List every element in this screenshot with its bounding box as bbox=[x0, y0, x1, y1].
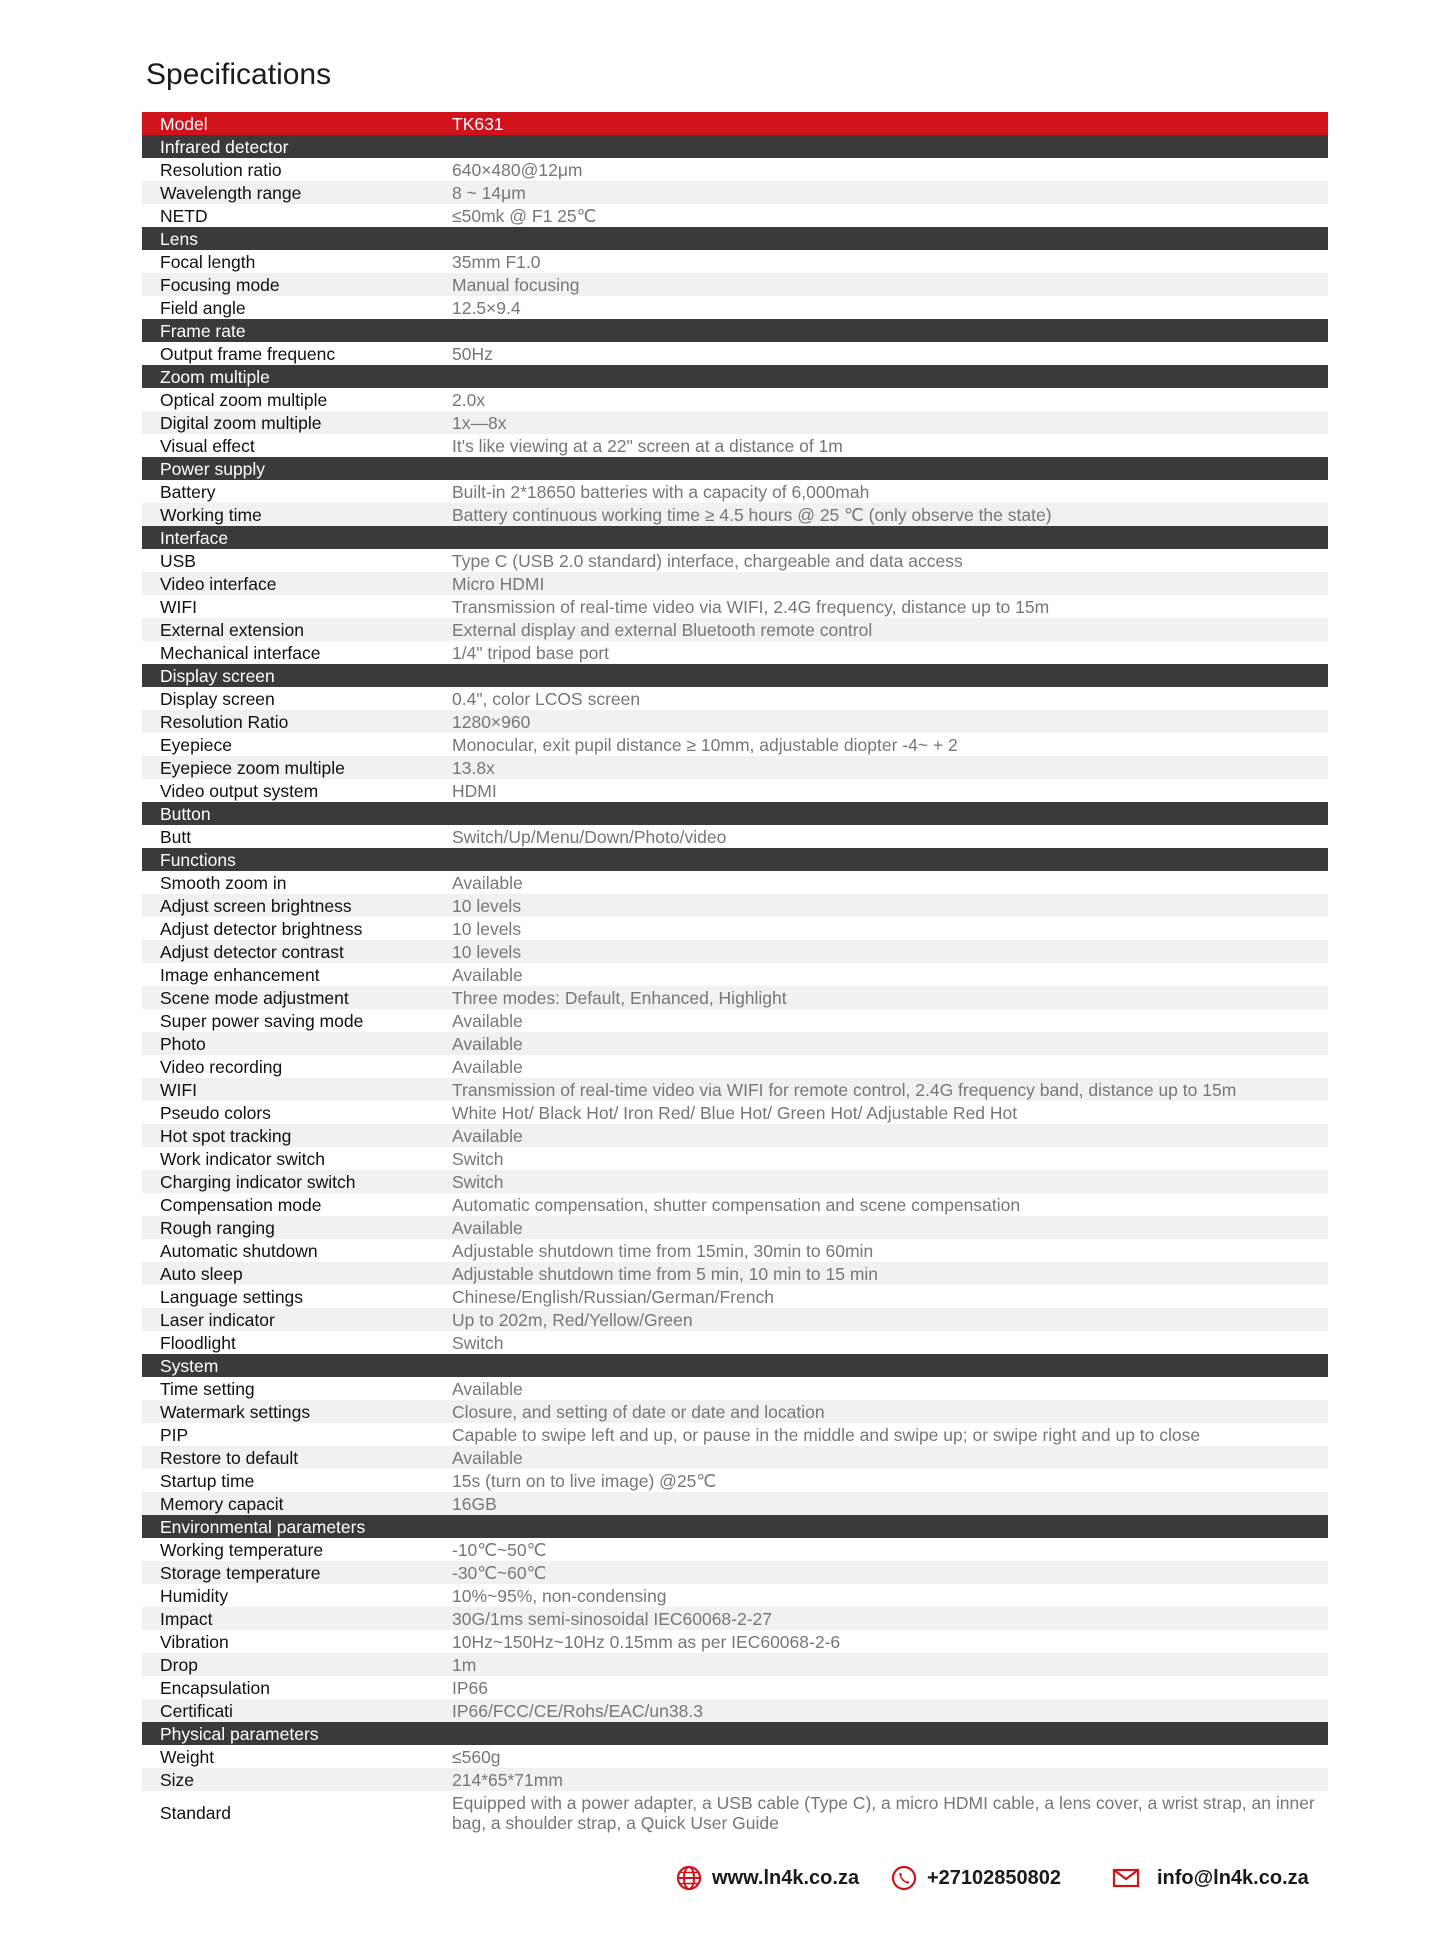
spec-label: Humidity bbox=[160, 1585, 229, 1606]
spec-row bbox=[142, 917, 1328, 940]
spec-value: Three modes: Default, Enhanced, Highlight bbox=[452, 987, 787, 1008]
spec-row bbox=[142, 503, 1328, 526]
spec-label: Floodlight bbox=[160, 1332, 236, 1353]
spec-label: Digital zoom multiple bbox=[160, 412, 322, 433]
section-title: Zoom multiple bbox=[160, 366, 270, 387]
spec-value: Switch bbox=[452, 1171, 504, 1192]
spec-row bbox=[142, 1331, 1328, 1354]
spec-label: Work indicator switch bbox=[160, 1148, 326, 1169]
email-text: info@ln4k.co.za bbox=[1157, 1866, 1309, 1889]
spec-row bbox=[142, 756, 1328, 779]
spec-value: Type C (USB 2.0 standard) interface, chargeable and data access bbox=[452, 550, 963, 571]
spec-label: Scene mode adjustment bbox=[160, 987, 349, 1008]
spec-row bbox=[142, 1469, 1328, 1492]
spec-value: Switch bbox=[452, 1332, 504, 1353]
spec-label: Working time bbox=[160, 504, 262, 525]
spec-value: 13.8x bbox=[452, 757, 495, 778]
spec-row bbox=[142, 1262, 1328, 1285]
spec-row bbox=[142, 1630, 1328, 1653]
spec-label: Wavelength range bbox=[160, 182, 302, 203]
spec-row bbox=[142, 342, 1328, 365]
spec-label: Battery bbox=[160, 481, 216, 502]
spec-value: Equipped with a power adapter, a USB cable (Type C), a micro HDMI cable, a lens cover, a wrist strap, an inner bag, a shoulder strap, a Quick User Guide bbox=[452, 1793, 1315, 1833]
section-title: Functions bbox=[160, 849, 236, 870]
spec-label: Visual effect bbox=[160, 435, 255, 456]
spec-value: 10 levels bbox=[452, 941, 522, 962]
spec-row bbox=[142, 1492, 1328, 1515]
spec-row bbox=[142, 1009, 1328, 1032]
section-header-row bbox=[142, 664, 1328, 687]
spec-label: External extension bbox=[160, 619, 304, 640]
spec-value: 1x—8x bbox=[452, 412, 507, 433]
section-header-row bbox=[142, 319, 1328, 342]
spec-label: Watermark settings bbox=[160, 1401, 311, 1422]
spec-label: Charging indicator switch bbox=[160, 1171, 356, 1192]
spec-table bbox=[142, 112, 1328, 1835]
spec-value: 10 levels bbox=[452, 895, 522, 916]
spec-value: Available bbox=[452, 1378, 523, 1399]
spec-value: ≤50mk @ F1 25℃ bbox=[452, 205, 597, 226]
spec-row bbox=[142, 1584, 1328, 1607]
spec-value: 8 ~ 14μm bbox=[452, 182, 526, 203]
spec-label: Focusing mode bbox=[160, 274, 280, 295]
spec-label: Drop bbox=[160, 1654, 198, 1675]
spec-value: 12.5×9.4 bbox=[452, 297, 521, 318]
spec-value: 16GB bbox=[452, 1493, 497, 1514]
spec-label: WIFI bbox=[160, 1079, 197, 1100]
spec-value: External display and external Bluetooth remote control bbox=[452, 619, 873, 640]
section-title: Power supply bbox=[160, 458, 266, 479]
spec-value: Transmission of real-time video via WIFI for remote control, 2.4G frequency band, distance up to 15m bbox=[452, 1079, 1237, 1100]
spec-row bbox=[142, 1101, 1328, 1124]
spec-label: Pseudo colors bbox=[160, 1102, 271, 1123]
spec-row bbox=[142, 1078, 1328, 1101]
spec-row bbox=[142, 1308, 1328, 1331]
spec-label: Photo bbox=[160, 1033, 206, 1054]
spec-row bbox=[142, 1446, 1328, 1469]
section-header-row bbox=[142, 365, 1328, 388]
spec-label: Optical zoom multiple bbox=[160, 389, 328, 410]
spec-value: -10℃~50℃ bbox=[452, 1539, 547, 1560]
section-title: Display screen bbox=[160, 665, 275, 686]
spec-value: HDMI bbox=[452, 780, 497, 801]
spec-value: 640×480@12μm bbox=[452, 159, 583, 180]
section-title: Frame rate bbox=[160, 320, 246, 341]
spec-row bbox=[142, 940, 1328, 963]
section-title: System bbox=[160, 1355, 219, 1376]
spec-row bbox=[142, 204, 1328, 227]
spec-row bbox=[142, 480, 1328, 503]
spec-row bbox=[142, 549, 1328, 572]
page-title: Specifications bbox=[146, 58, 332, 91]
spec-value: IP66 bbox=[452, 1677, 488, 1698]
spec-value: Capable to swipe left and up, or pause in the middle and swipe up; or swipe right and up to close bbox=[452, 1424, 1201, 1445]
spec-value: Available bbox=[452, 1033, 523, 1054]
spec-row bbox=[142, 1699, 1328, 1722]
section-header-row bbox=[142, 526, 1328, 549]
spec-value: Adjustable shutdown time from 15min, 30min to 60min bbox=[452, 1240, 874, 1261]
spec-label: Language settings bbox=[160, 1286, 304, 1307]
spec-label: Focal length bbox=[160, 251, 256, 272]
section-header-row bbox=[142, 1722, 1328, 1745]
spec-value: Manual focusing bbox=[452, 274, 580, 295]
section-header-row bbox=[142, 848, 1328, 871]
spec-value: 35mm F1.0 bbox=[452, 251, 541, 272]
spec-row bbox=[142, 1607, 1328, 1630]
spec-row bbox=[142, 1768, 1328, 1791]
spec-label: Size bbox=[160, 1769, 195, 1790]
spec-value: Transmission of real-time video via WIFI, 2.4G frequency, distance up to 15m bbox=[452, 596, 1050, 617]
spec-row bbox=[142, 779, 1328, 802]
spec-row bbox=[142, 871, 1328, 894]
spec-value: 10%~95%, non-condensing bbox=[452, 1585, 667, 1606]
spec-label: Certificati bbox=[160, 1700, 233, 1721]
spec-label: Compensation mode bbox=[160, 1194, 322, 1215]
spec-row bbox=[142, 1791, 1328, 1835]
spec-value: -30℃~60℃ bbox=[452, 1562, 547, 1583]
spec-row bbox=[142, 1239, 1328, 1262]
spec-row bbox=[142, 388, 1328, 411]
spec-label: Display screen bbox=[160, 688, 275, 709]
section-title: Physical parameters bbox=[160, 1723, 319, 1744]
spec-label: Eyepiece bbox=[160, 734, 232, 755]
spec-row bbox=[142, 1423, 1328, 1446]
spec-value: Up to 202m, Red/Yellow/Green bbox=[452, 1309, 693, 1330]
spec-label: PIP bbox=[160, 1424, 189, 1445]
spec-value: 1/4" tripod base port bbox=[452, 642, 610, 663]
spec-label: Eyepiece zoom multiple bbox=[160, 757, 345, 778]
footer bbox=[0, 1865, 1445, 1899]
spec-value: Available bbox=[452, 1125, 523, 1146]
spec-label: Weight bbox=[160, 1746, 215, 1767]
spec-row bbox=[142, 1147, 1328, 1170]
spec-row bbox=[142, 963, 1328, 986]
table-header-row bbox=[142, 112, 1328, 135]
spec-row bbox=[142, 1124, 1328, 1147]
phone-icon bbox=[891, 1865, 917, 1891]
spec-value: Switch bbox=[452, 1148, 504, 1169]
spec-row bbox=[142, 1676, 1328, 1699]
spec-row bbox=[142, 687, 1328, 710]
section-header-row bbox=[142, 227, 1328, 250]
section-title: Infrared detector bbox=[160, 136, 289, 157]
spec-row bbox=[142, 733, 1328, 756]
spec-label: Mechanical interface bbox=[160, 642, 321, 663]
spec-row bbox=[142, 273, 1328, 296]
spec-value: 15s (turn on to live image) @25℃ bbox=[452, 1470, 717, 1491]
spec-value: Automatic compensation, shutter compensation and scene compensation bbox=[452, 1194, 1021, 1215]
spec-label: Adjust detector brightness bbox=[160, 918, 363, 939]
spec-value: Available bbox=[452, 1447, 523, 1468]
spec-value: 10Hz~150Hz~10Hz 0.15mm as per IEC60068-2-6 bbox=[452, 1631, 841, 1652]
spec-label: Adjust detector contrast bbox=[160, 941, 344, 962]
spec-row bbox=[142, 595, 1328, 618]
spec-label: Impact bbox=[160, 1608, 213, 1629]
spec-label: Vibration bbox=[160, 1631, 229, 1652]
spec-value: Built-in 2*18650 batteries with a capacity of 6,000mah bbox=[452, 481, 870, 502]
spec-label: Adjust screen brightness bbox=[160, 895, 352, 916]
spec-label: Video recording bbox=[160, 1056, 283, 1077]
spec-label: Video output system bbox=[160, 780, 319, 801]
spec-value: 1280×960 bbox=[452, 711, 531, 732]
spec-value: Monocular, exit pupil distance ≥ 10mm, adjustable diopter -4~ + 2 bbox=[452, 734, 958, 755]
spec-row bbox=[142, 894, 1328, 917]
spec-label: WIFI bbox=[160, 596, 197, 617]
spec-label: Restore to default bbox=[160, 1447, 299, 1468]
spec-label: Output frame frequenc bbox=[160, 343, 336, 364]
spec-value: Adjustable shutdown time from 5 min, 10 min to 15 min bbox=[452, 1263, 879, 1284]
spec-value: 0.4", color LCOS screen bbox=[452, 688, 641, 709]
footer-phone[interactable] bbox=[891, 1865, 1061, 1891]
spec-value: 2.0x bbox=[452, 389, 486, 410]
footer-email[interactable] bbox=[1111, 1865, 1309, 1891]
footer-website[interactable] bbox=[676, 1865, 859, 1891]
spec-row bbox=[142, 1745, 1328, 1768]
spec-value: Available bbox=[452, 964, 523, 985]
spec-row bbox=[142, 296, 1328, 319]
spec-value: Available bbox=[452, 1010, 523, 1031]
spec-row bbox=[142, 250, 1328, 273]
spec-value: White Hot/ Black Hot/ Iron Red/ Blue Hot/ Green Hot/ Adjustable Red Hot bbox=[452, 1102, 1018, 1123]
spec-row bbox=[142, 1653, 1328, 1676]
spec-label: Super power saving mode bbox=[160, 1010, 364, 1031]
spec-label: Working temperature bbox=[160, 1539, 324, 1560]
spec-value: ≤560g bbox=[452, 1746, 501, 1767]
spec-value: Closure, and setting of date or date and location bbox=[452, 1401, 825, 1422]
spec-row bbox=[142, 825, 1328, 848]
spec-row bbox=[142, 618, 1328, 641]
spec-label: Hot spot tracking bbox=[160, 1125, 292, 1146]
spec-label: Field angle bbox=[160, 297, 246, 318]
spec-value: Switch/Up/Menu/Down/Photo/video bbox=[452, 826, 727, 847]
spec-label: Rough ranging bbox=[160, 1217, 275, 1238]
spec-row bbox=[142, 181, 1328, 204]
model-label: Model bbox=[160, 113, 208, 134]
spec-label: USB bbox=[160, 550, 196, 571]
spec-label: NETD bbox=[160, 205, 208, 226]
phone-text: +27102850802 bbox=[927, 1866, 1062, 1889]
section-title: Environmental parameters bbox=[160, 1516, 366, 1537]
spec-label: Image enhancement bbox=[160, 964, 320, 985]
spec-label: Automatic shutdown bbox=[160, 1240, 318, 1261]
spec-label: Resolution ratio bbox=[160, 159, 282, 180]
spec-value: Chinese/English/Russian/German/French bbox=[452, 1286, 774, 1307]
spec-label: Startup time bbox=[160, 1470, 255, 1491]
spec-value: Battery continuous working time ≥ 4.5 hours @ 25 ℃ (only observe the state) bbox=[452, 504, 1052, 525]
spec-value: 1m bbox=[452, 1654, 477, 1675]
spec-row bbox=[142, 710, 1328, 733]
spec-label: Laser indicator bbox=[160, 1309, 275, 1330]
section-header-row bbox=[142, 1354, 1328, 1377]
section-header-row bbox=[142, 135, 1328, 158]
spec-row bbox=[142, 986, 1328, 1009]
spec-value: Micro HDMI bbox=[452, 573, 545, 594]
section-header-row bbox=[142, 457, 1328, 480]
spec-value: IP66/FCC/CE/Rohs/EAC/un38.3 bbox=[452, 1700, 703, 1721]
spec-label: Video interface bbox=[160, 573, 277, 594]
spec-row bbox=[142, 1285, 1328, 1308]
spec-label: Smooth zoom in bbox=[160, 872, 287, 893]
spec-row bbox=[142, 434, 1328, 457]
spec-value: Available bbox=[452, 1217, 523, 1238]
globe-icon bbox=[676, 1865, 702, 1891]
website-text: www.ln4k.co.za bbox=[712, 1866, 860, 1889]
spec-row bbox=[142, 641, 1328, 664]
section-title: Interface bbox=[160, 527, 229, 548]
spec-row bbox=[142, 1400, 1328, 1423]
spec-label: Time setting bbox=[160, 1378, 255, 1399]
spec-label: Butt bbox=[160, 826, 192, 847]
section-title: Button bbox=[160, 803, 211, 824]
spec-value: 50Hz bbox=[452, 343, 493, 364]
model-value: TK631 bbox=[452, 113, 504, 134]
spec-row bbox=[142, 158, 1328, 181]
spec-row bbox=[142, 1170, 1328, 1193]
spec-row bbox=[142, 1561, 1328, 1584]
spec-row bbox=[142, 1216, 1328, 1239]
spec-row bbox=[142, 411, 1328, 434]
spec-value: Available bbox=[452, 872, 523, 893]
spec-label: Auto sleep bbox=[160, 1263, 243, 1284]
section-title: Lens bbox=[160, 228, 198, 249]
spec-row bbox=[142, 1538, 1328, 1561]
spec-label: Standard bbox=[160, 1803, 232, 1823]
spec-row bbox=[142, 1055, 1328, 1078]
mail-icon bbox=[1111, 1865, 1141, 1891]
spec-row bbox=[142, 1193, 1328, 1216]
spec-row bbox=[142, 572, 1328, 595]
spec-value: 10 levels bbox=[452, 918, 522, 939]
spec-value: 30G/1ms semi-sinosoidal IEC60068-2-27 bbox=[452, 1608, 773, 1629]
spec-value: Available bbox=[452, 1056, 523, 1077]
spec-label: Storage temperature bbox=[160, 1562, 321, 1583]
spec-row bbox=[142, 1377, 1328, 1400]
spec-label: Encapsulation bbox=[160, 1677, 270, 1698]
spec-label: Resolution Ratio bbox=[160, 711, 289, 732]
spec-label: Memory capacit bbox=[160, 1493, 284, 1514]
spec-value: 214*65*71mm bbox=[452, 1769, 563, 1790]
spec-value: It's like viewing at a 22" screen at a distance of 1m bbox=[452, 435, 843, 456]
section-header-row bbox=[142, 1515, 1328, 1538]
spec-row bbox=[142, 1032, 1328, 1055]
section-header-row bbox=[142, 802, 1328, 825]
